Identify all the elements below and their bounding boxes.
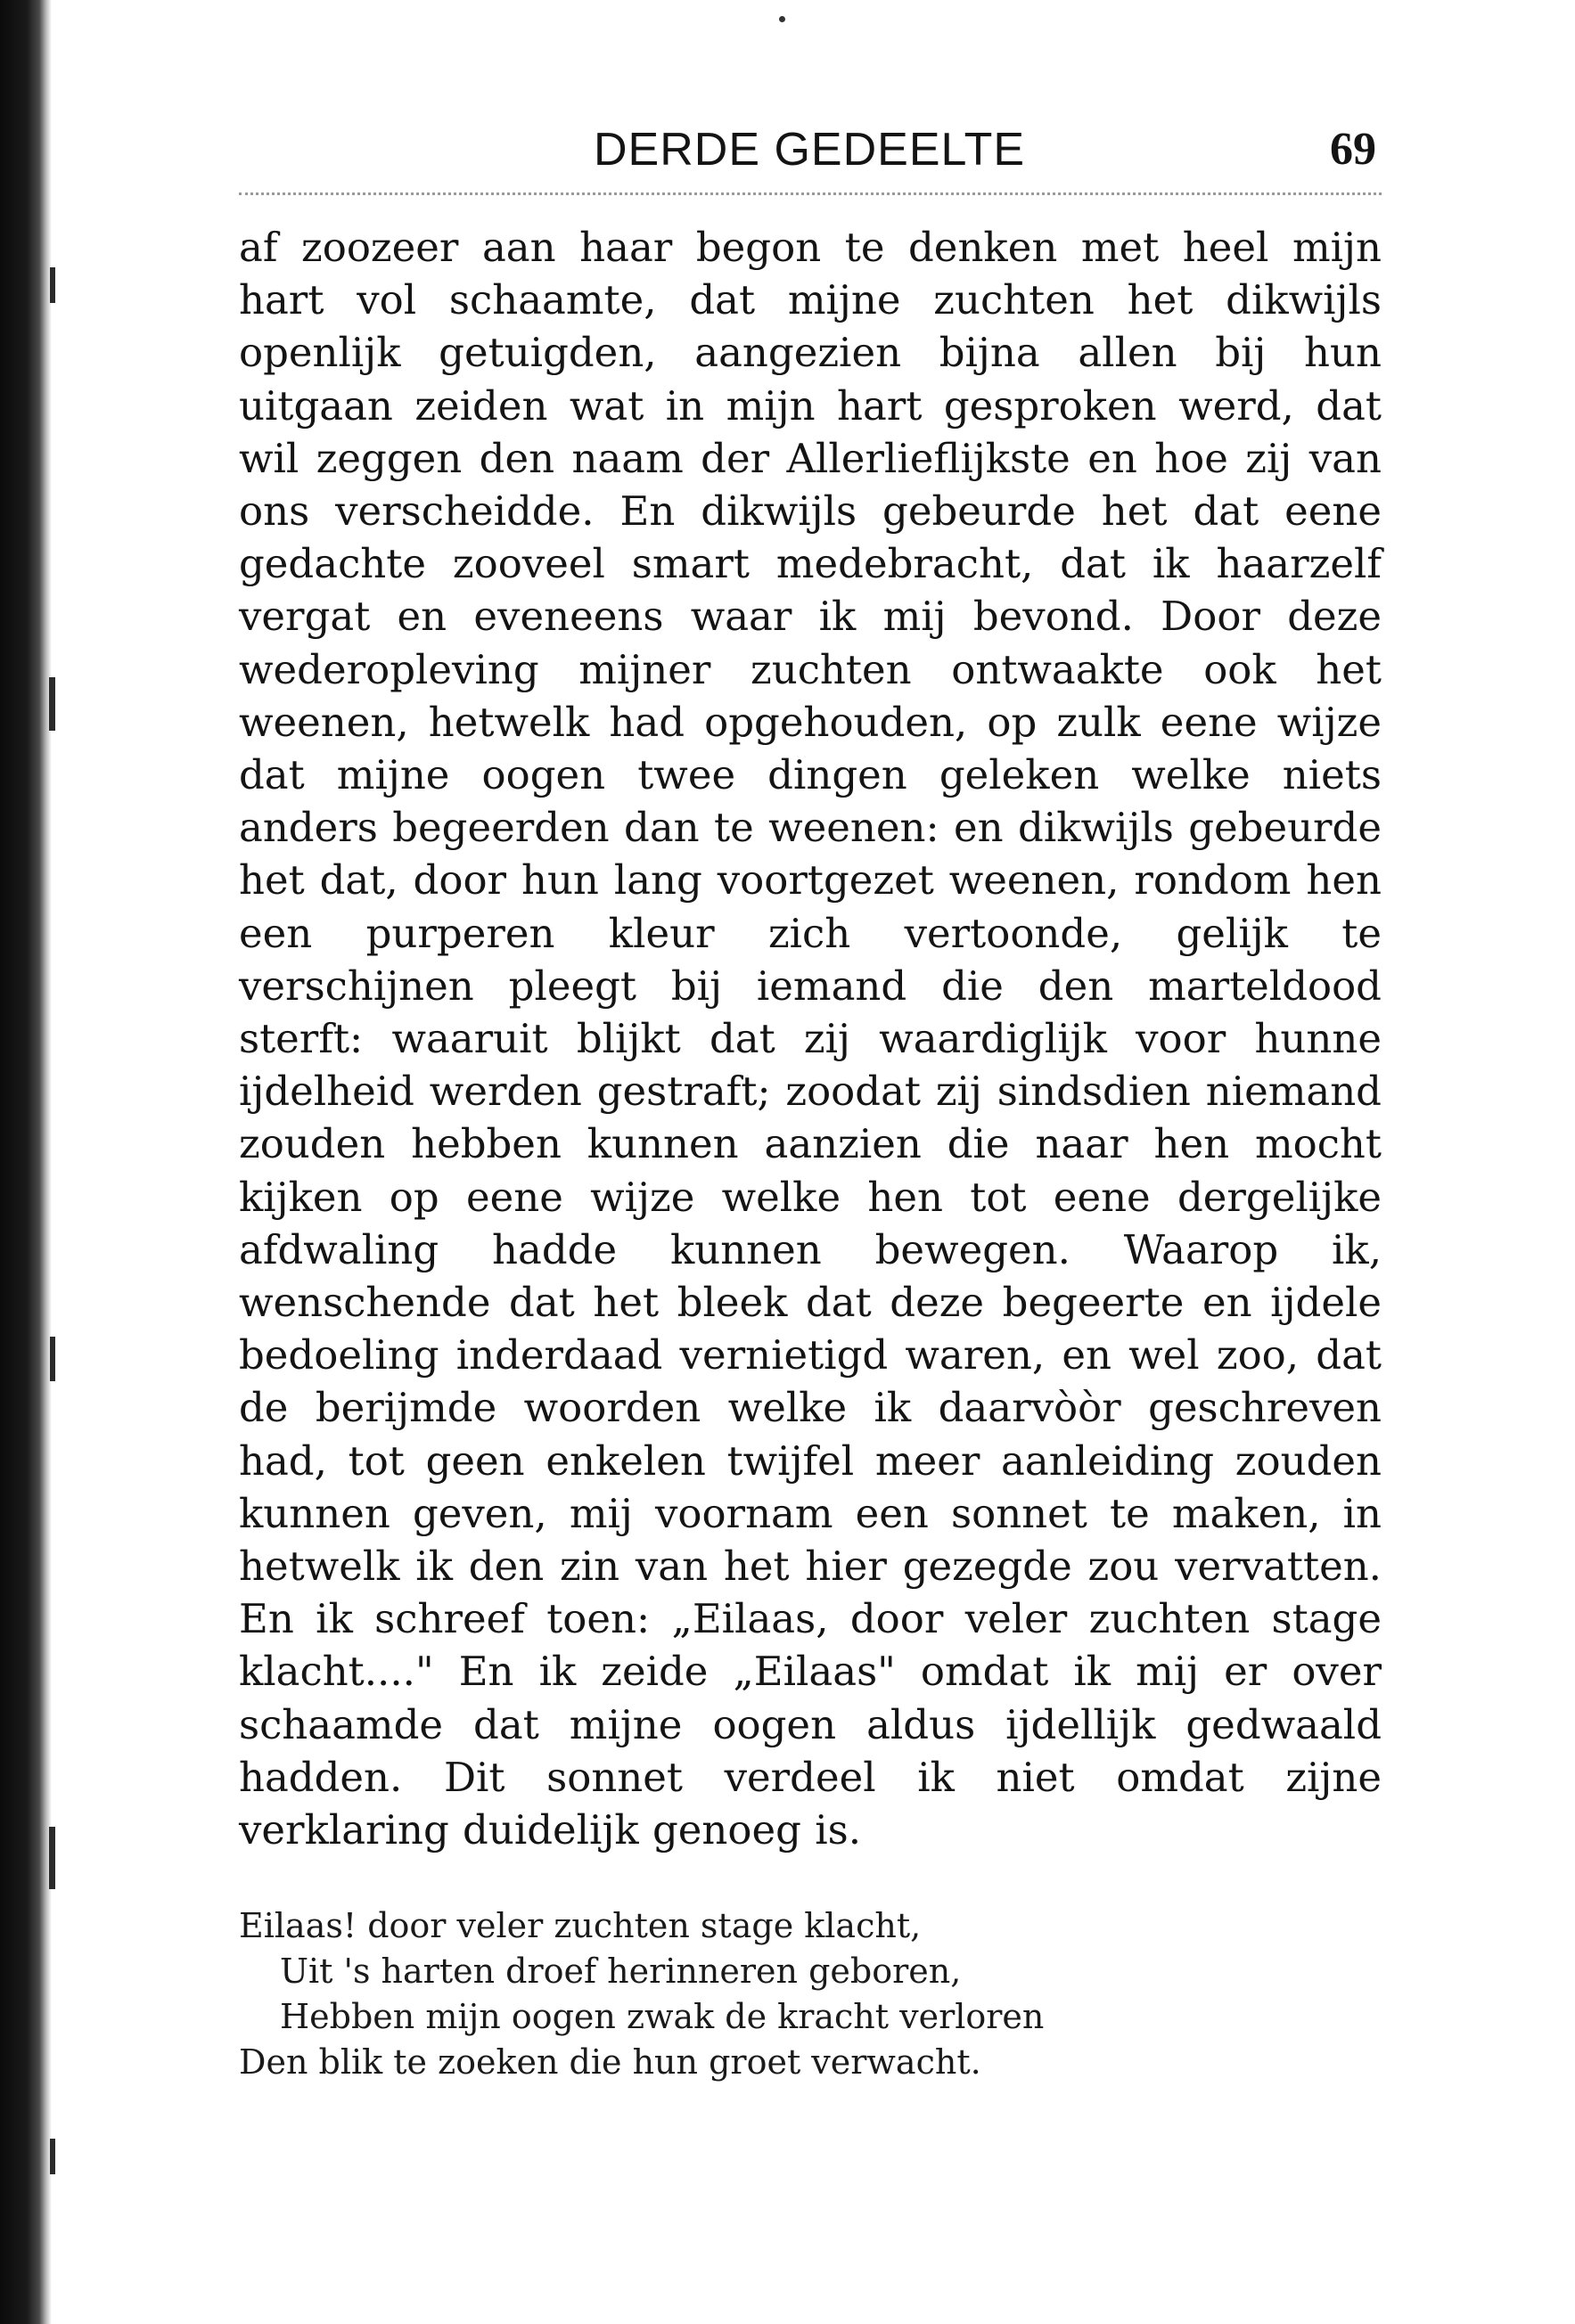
print-mark-dot	[779, 16, 785, 22]
poem-line-2: Uit 's harten droef herinneren geboren,	[280, 1952, 962, 1991]
binding-speck	[49, 677, 55, 731]
running-head: DERDE GEDEELTE	[593, 124, 1026, 176]
binding-speck	[49, 1827, 55, 1889]
page-header	[239, 114, 1380, 185]
page-number: 69	[1330, 124, 1376, 175]
binding-speck	[50, 1337, 55, 1381]
poem-line-1: Eilaas! door veler zuchten stage klacht,	[239, 1906, 922, 1945]
binding-speck	[50, 267, 55, 303]
sonnet-quatrain	[239, 1903, 1044, 2085]
binding-speck	[50, 2139, 55, 2174]
header-rule	[239, 192, 1382, 195]
body-paragraph: af zoozeer aan haar begon te denken met heel mijn hart vol schaamte, dat mijne zuchten het dikwijls openlijk getuigden, aangezien bijna allen bij hun uitgaan zeiden wat in mijn hart gesproken werd, dat wil zeggen den naam der Allerlieflijkste en hoe zij van ons verscheidde. En dikwijls gebeurde het dat eene gedachte zooveel smart medebracht, dat ik haarzelf vergat en eveneens waar ik mij bevond. Door deze wederopleving mijner zuchten ontwaakte ook het weenen, hetwelk had opgehouden, op zulk eene wijze dat mijne oogen twee dingen geleken welke niets anders begeerden dan te weenen: en dikwijls gebeurde het dat, door hun lang voortgezet weenen, rondom hen een purperen kleur zich vertoonde, gelijk te verschijnen pleegt bij iemand die den marteldood sterft: waaruit blijkt dat zij waardiglijk voor hunne ijdelheid werden gestraft; zoodat zij sindsdien niemand zouden hebben kunnen aanzien die naar hen mocht kijken op eene wijze welke hen tot eene dergelijke afdwaling hadde kunnen bewegen. Waarop ik, wenschende dat het bleek dat deze begeerte en ijdele bedoeling inderdaad vernietigd waren, en wel zoo, dat de berijmde woorden welke ik daarvòòr geschreven had, tot geen enkelen twijfel meer aanleiding zouden kunnen geven, mij voornam een sonnet te maken, in hetwelk ik den zin van het hier gezegde zou vervatten. En ik schreef toen: „Eilaas, door veler zuchten stage klacht...." En ik zeide „Eilaas" omdat ik mij er over schaamde dat mijne oogen aldus ijdellijk gedwaald hadden. Dit sonnet verdeel ik niet omdat zijne verklaring duidelijk genoeg is.	[239, 224, 1382, 1854]
poem-line-3: Hebben mijn oogen zwak de kracht verloren	[280, 1997, 1045, 2036]
poem-line-4: Den blik te zoeken die hun groet verwacht.	[239, 2042, 981, 2082]
page-binding-edge	[0, 0, 52, 2324]
